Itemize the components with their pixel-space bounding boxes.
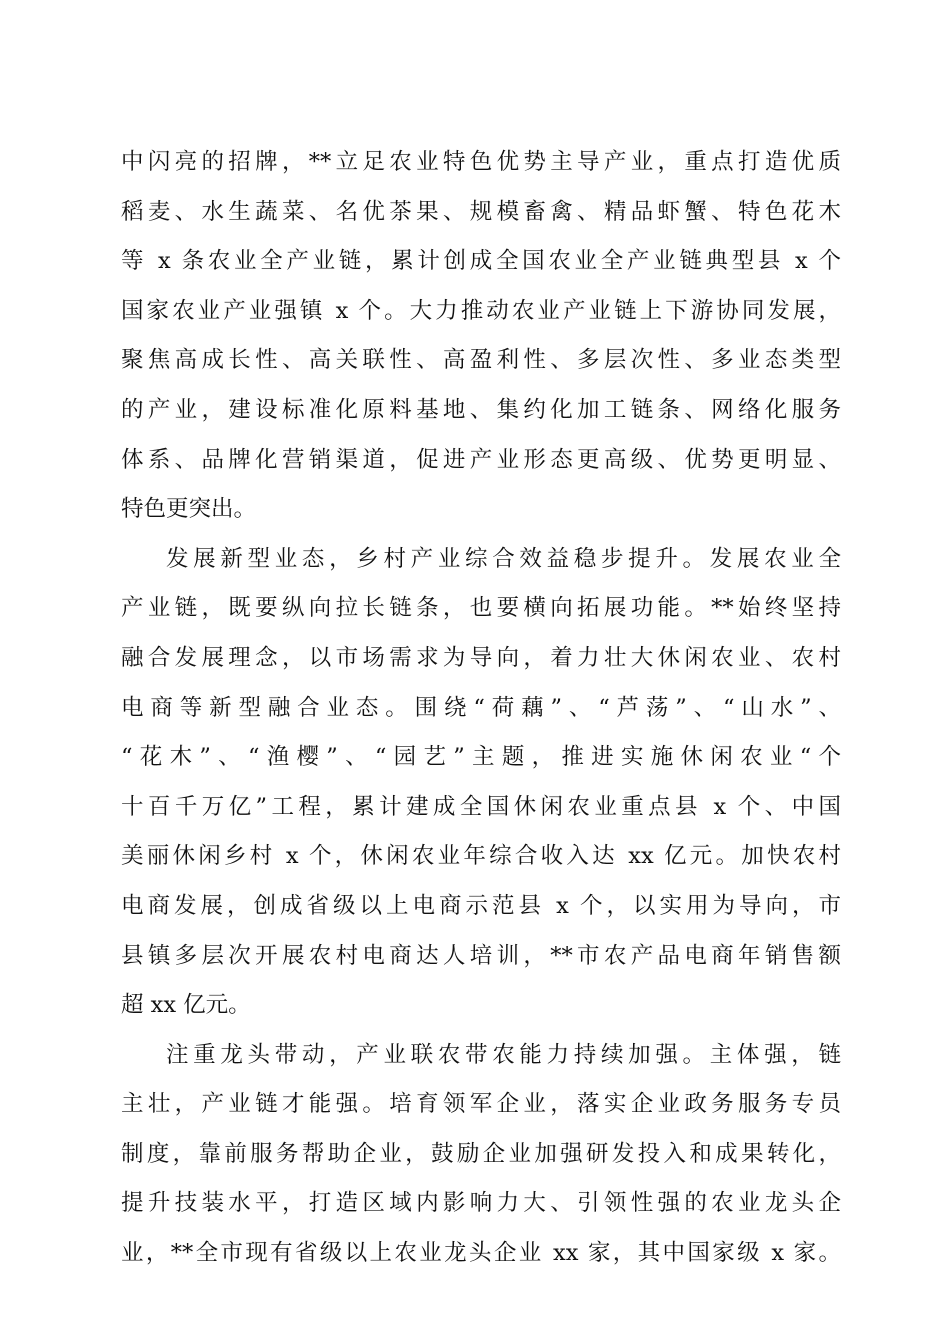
- text-line: 融合发展理念，以市场需求为导向，着力壮大休闲农业、农村: [121, 644, 841, 671]
- text-line: 提升技装水平，打造区域内影响力大、引领性强的农业龙头企: [121, 1190, 841, 1217]
- text-line: 国家农业产业强镇 x 个。大力推动农业产业链上下游协同发展，: [121, 297, 841, 324]
- text-line: 制度，靠前服务帮助企业，鼓励企业加强研发投入和成果转化，: [121, 1140, 841, 1167]
- paragraph-3: [121, 1031, 841, 1279]
- text-line: 业，**全市现有省级以上农业龙头企业 xx 家，其中国家级 x 家。: [121, 1240, 841, 1267]
- body-text: [121, 138, 841, 1279]
- text-line: 聚焦高成长性、高关联性、高盈利性、多层次性、多业态类型: [121, 347, 841, 374]
- text-line: 超 xx 亿元。: [121, 992, 251, 1019]
- text-line: 的产业，建设标准化原料基地、集约化加工链条、网络化服务: [121, 396, 841, 423]
- text-line: 发展新型业态，乡村产业综合效益稳步提升。发展农业全: [166, 545, 841, 572]
- text-line: 美丽休闲乡村 x 个，休闲农业年综合收入达 xx 亿元。加快农村: [121, 843, 841, 870]
- paragraph-1: [121, 138, 841, 535]
- paragraph-2: [121, 535, 841, 1031]
- text-line: 等 x 条农业全产业链，累计创成全国农业全产业链典型县 x 个: [121, 248, 841, 275]
- text-line: 电商等新型融合业态。围绕“荷藕”、“芦荡”、“山水”、: [121, 694, 841, 721]
- text-line: 产业链，既要纵向拉长链条，也要横向拓展功能。**始终坚持: [121, 595, 841, 622]
- text-line: “花木”、“渔樱”、“园艺”主题，推进实施休闲农业“个: [121, 744, 841, 771]
- text-line: 注重龙头带动，产业联农带农能力持续加强。主体强，链: [166, 1041, 841, 1068]
- text-line: 中闪亮的招牌，**立足农业特色优势主导产业，重点打造优质: [121, 149, 841, 175]
- text-line: 十百千万亿”工程，累计建成全国休闲农业重点县 x 个、中国: [121, 793, 841, 820]
- text-line: 县镇多层次开展农村电商达人培训，**市农产品电商年销售额: [121, 942, 841, 969]
- text-line: 特色更突出。: [121, 496, 257, 523]
- text-line: 稻麦、水生蔬菜、名优茶果、规模畜禽、精品虾蟹、特色花木: [121, 198, 841, 225]
- text-line: 体系、品牌化营销渠道，促进产业形态更高级、优势更明显、: [121, 446, 841, 473]
- text-line: 电商发展，创成省级以上电商示范县 x 个，以实用为导向，市: [121, 892, 841, 919]
- text-line: 主壮，产业链才能强。培育领军企业，落实企业政务服务专员: [121, 1091, 841, 1118]
